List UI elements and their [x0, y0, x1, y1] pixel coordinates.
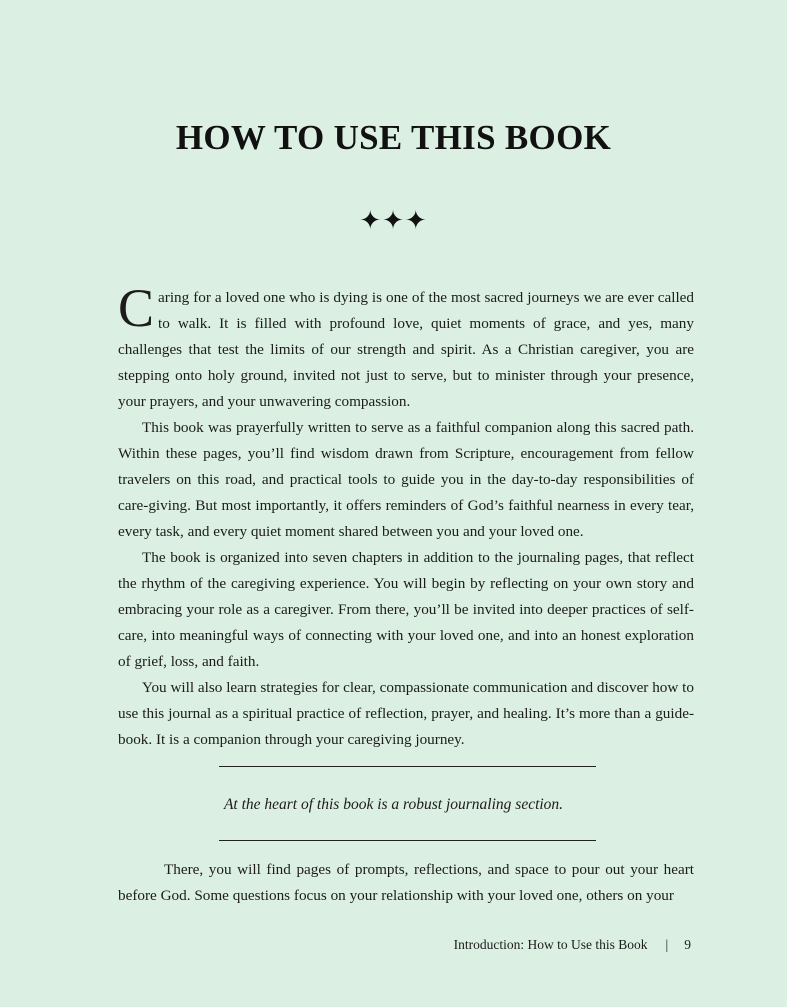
- closing-text: [118, 857, 694, 909]
- page-footer: [454, 935, 691, 955]
- paragraph-1: [118, 278, 694, 415]
- paragraph-3: The book is organized into seven chapters in addition to the journaling pages, that reflect the rhythm of the caregiving experience. You will begin by reflecting on your own story and embracing your role as a caregiver. From there, you’ll be invited into deeper practices of self-care, into meaningful ways of connecting with your loved one, and into an honest exploration of grief, loss, and faith.: [118, 549, 694, 670]
- page-title: HOW TO USE THIS BOOK: [175, 118, 612, 157]
- body-text: [118, 278, 694, 753]
- running-head: Introduction: How to Use this Book: [453, 937, 648, 952]
- page-number: 9: [684, 937, 691, 952]
- drop-cap: C: [118, 278, 155, 338]
- paragraph-2: This book was prayerfully written to serve as a faithful companion along this sacred path. Within these pages, you’ll find wisdom drawn from Scripture, encouragement from fellow travelers on this road, and practical tools to guide you in the day-to-day responsibilities of care-giving. But most importantly, it offers reminders of God’s faithful nearness in every tear, every task, and every quiet moment shared between you and your loved one.: [118, 419, 694, 540]
- paragraph-4: You will also learn strategies for clear, compassionate communication and discover how to use this journal as a spiritual practice of reflection, prayer, and healing. It’s more than a guide-book. It is a companion through your caregiving journey.: [118, 679, 694, 748]
- pull-quote: At the heart of this book is a robust journaling section.: [223, 796, 564, 813]
- decorative-stars-ornament: ✦✦✦: [359, 206, 428, 235]
- footer-separator: |: [665, 937, 669, 952]
- divider-bottom: [219, 840, 596, 841]
- divider-top: [219, 766, 596, 767]
- paragraph-1-text: aring for a loved one who is dying is one of the most sacred journeys we are ever called to walk. It is filled with profound love, quiet moments of grace, and yes, many challenges that test the limits of our strength and spirit. As a Christian caregiver, you are stepping onto holy ground, invited not just to serve, but to minister through your presence, your prayers, and your unwavering compassion.: [118, 289, 694, 410]
- paragraph-5: There, you will find pages of prompts, reflections, and space to pour out your heart before God. Some questions focus on your relationship with your loved one, others on your: [118, 861, 694, 904]
